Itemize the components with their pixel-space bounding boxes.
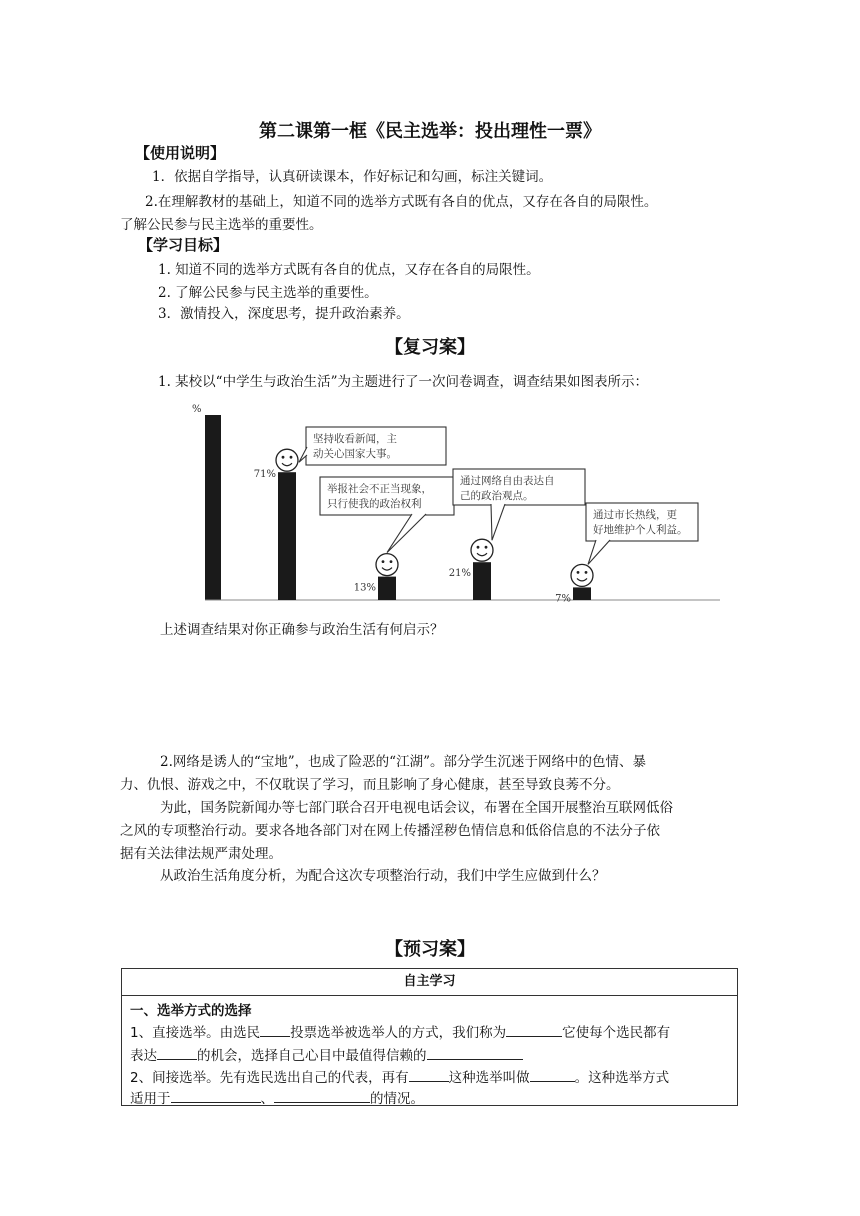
chart-bar bbox=[573, 587, 591, 600]
indirect-election-text-e: 、 bbox=[260, 1091, 274, 1107]
fill-blank[interactable] bbox=[260, 1022, 290, 1037]
chart-annotation-text: 好地维护个人利益。 bbox=[593, 524, 688, 536]
direct-election-text-a: 1、直接选举。由选民 bbox=[130, 1025, 261, 1041]
usage-heading: 【使用说明】 bbox=[135, 144, 226, 162]
smiley-face-icon bbox=[571, 564, 593, 586]
review-q2-p2-line2: 之风的专项整治行动。要求各地各部门对在网上传播淫秽色情信息和低俗信息的不法分子依 bbox=[120, 823, 660, 839]
chart-annotation-text: 只行使我的政治权利 bbox=[327, 498, 422, 510]
direct-election-line2 bbox=[130, 1044, 523, 1064]
fill-blank[interactable] bbox=[409, 1067, 449, 1082]
goals-item-2: 2. 了解公民参与民主选举的重要性。 bbox=[158, 285, 378, 301]
chart-bar bbox=[473, 562, 491, 600]
fill-blank[interactable] bbox=[506, 1022, 562, 1037]
fill-blank[interactable] bbox=[427, 1045, 523, 1060]
usage-item-1: 1．依据自学指导，认真研读课本，作好标记和勾画，标注关键词。 bbox=[152, 169, 553, 185]
smiley-face-icon bbox=[276, 449, 298, 471]
chart-value-label: 7% bbox=[555, 593, 571, 605]
chart-value-label: 71% bbox=[253, 469, 276, 481]
chart-annotation-text: 通过网络自由表达自 bbox=[460, 475, 555, 487]
indirect-election-line1 bbox=[130, 1066, 669, 1086]
chart-value-label: 13% bbox=[353, 582, 376, 594]
goals-heading: 【学习目标】 bbox=[138, 236, 229, 254]
indirect-election-text-d: 适用于 bbox=[130, 1091, 171, 1107]
review-question-2-ask: 从政治生活角度分析，为配合这次专项整治行动，我们中学生应做到什么？ bbox=[160, 868, 606, 884]
review-q2-p1-line1: 2.网络是诱人的“宝地”，也成了险恶的“江湖”。部分学生沉迷于网络中的色情、暴 bbox=[160, 754, 646, 770]
indirect-election-text-c: 。这种选举方式 bbox=[574, 1070, 670, 1086]
chart-annotation-text: 动关心国家大事。 bbox=[313, 448, 397, 460]
review-q2-p1-line2: 力、仇恨、游戏之中，不仅耽误了学习，而且影响了身心健康，甚至导致良莠不分。 bbox=[120, 777, 620, 793]
smiley-eye-icon bbox=[290, 456, 293, 459]
self-study-table bbox=[121, 968, 738, 1106]
section-heading: 一、选举方式的选择 bbox=[130, 1003, 252, 1019]
fill-blank[interactable] bbox=[530, 1067, 575, 1082]
goals-item-3: 3．激情投入，深度思考，提升政治素养。 bbox=[158, 306, 410, 322]
review-heading: 【复习案】 bbox=[385, 337, 475, 358]
review-q2-p2-line1: 为此，国务院新闻办等七部门联合召开电视电话会议，布署在全国开展整治互联网低俗 bbox=[160, 800, 673, 816]
preview-heading: 【预习案】 bbox=[385, 939, 475, 960]
indirect-election-text-a: 2、间接选举。先有选民选出自己的代表，再有 bbox=[130, 1070, 409, 1086]
chart-callout-tail bbox=[387, 514, 426, 553]
chart-axis-bar bbox=[205, 415, 221, 600]
smiley-eye-icon bbox=[282, 456, 285, 459]
chart-callout-tail bbox=[588, 540, 610, 564]
smiley-face-icon bbox=[376, 554, 398, 576]
smiley-face-icon bbox=[471, 539, 493, 561]
smiley-eye-icon bbox=[585, 571, 588, 574]
direct-election-text-e: 的机会，选择自己心目中最值得信赖的 bbox=[197, 1048, 427, 1064]
smiley-eye-icon bbox=[485, 546, 488, 549]
chart-annotation-text: 举报社会不正当现象， bbox=[327, 483, 432, 495]
smiley-eye-icon bbox=[390, 560, 393, 563]
review-q2-p2-line3: 据有关法律法规严肃处理。 bbox=[120, 846, 282, 862]
indirect-election-text-f: 的情况。 bbox=[370, 1091, 424, 1107]
usage-item-2-line2: 了解公民参与民主选举的重要性。 bbox=[120, 217, 323, 233]
chart-annotation-text: 己的政治观点。 bbox=[460, 490, 534, 502]
indirect-election-line2 bbox=[130, 1087, 424, 1107]
chart-bar bbox=[378, 577, 396, 600]
survey-bar-chart bbox=[188, 395, 720, 605]
fill-blank[interactable] bbox=[274, 1088, 370, 1103]
smiley-eye-icon bbox=[477, 546, 480, 549]
fill-blank[interactable] bbox=[171, 1088, 261, 1103]
goals-item-1: 1. 知道不同的选举方式既有各自的优点，又存在各自的局限性。 bbox=[158, 262, 540, 278]
direct-election-line1 bbox=[130, 1021, 670, 1041]
chart-annotation-text: 通过市长热线，更 bbox=[593, 509, 677, 521]
review-question-1: 1. 某校以“中学生与政治生活”为主题进行了一次问卷调查，调查结果如图表所示： bbox=[158, 374, 648, 390]
direct-election-text-b: 投票选举被选举人的方式，我们称为 bbox=[290, 1025, 507, 1041]
indirect-election-text-b: 这种选举叫做 bbox=[448, 1070, 530, 1086]
chart-annotation-text: 坚持收看新闻，主 bbox=[313, 433, 397, 445]
smiley-eye-icon bbox=[577, 571, 580, 574]
table-header: 自主学习 bbox=[122, 969, 737, 996]
chart-value-label: 21% bbox=[448, 568, 471, 580]
fill-blank[interactable] bbox=[157, 1045, 197, 1060]
chart-callout-tail bbox=[491, 504, 505, 540]
review-question-1-ask: 上述调查结果对你正确参与政治生活有何启示？ bbox=[160, 622, 444, 638]
direct-election-text-c: 它使每个选民都有 bbox=[562, 1025, 671, 1041]
usage-item-2-line1: 2.在理解教材的基础上，知道不同的选举方式既有各自的优点，又存在各自的局限性。 bbox=[145, 194, 658, 210]
direct-election-text-d: 表达 bbox=[130, 1048, 157, 1064]
chart-bar bbox=[278, 472, 296, 600]
smiley-eye-icon bbox=[382, 560, 385, 563]
chart-y-axis-label: % bbox=[192, 404, 202, 415]
page-title: 第二课第一框《民主选举：投出理性一票》 bbox=[259, 121, 601, 142]
